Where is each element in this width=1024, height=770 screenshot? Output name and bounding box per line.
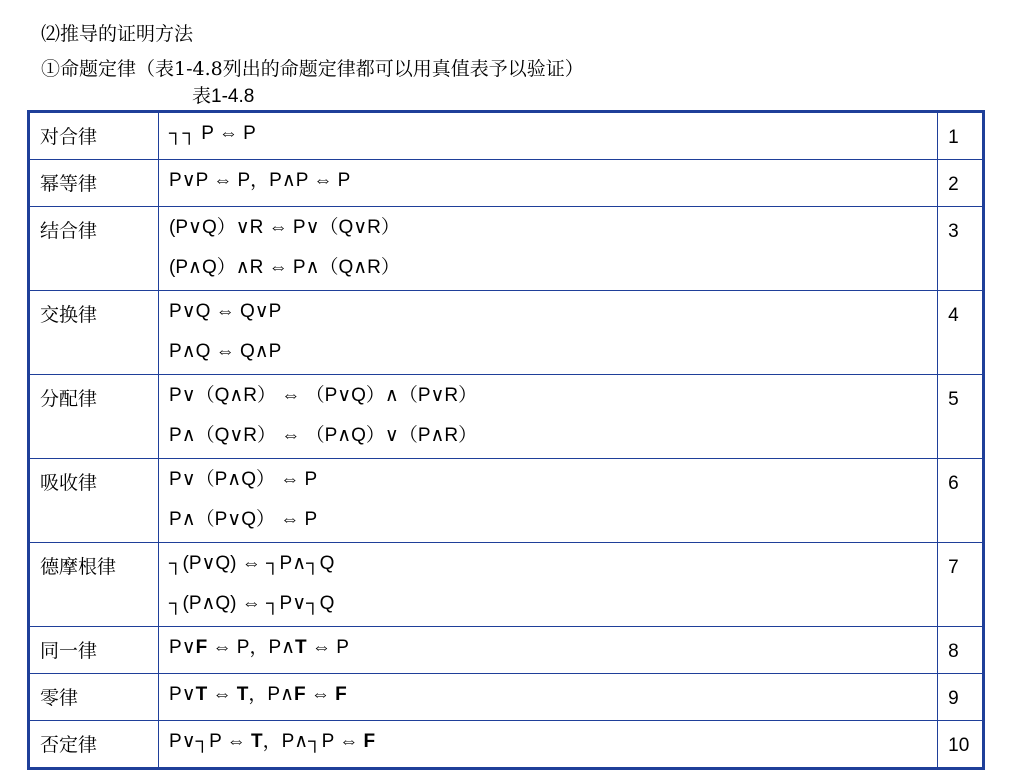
formula-line: (P∨Q）∨R ⇔ P∨（Q∨R）	[169, 217, 400, 238]
law-name-cell: 德摩根律	[29, 543, 159, 627]
formula-line: P∧Q ⇔ Q∧P	[169, 341, 282, 362]
subsection-heading: ①命题定律（表1-4.8列出的命题定律都可以用真值表予以验证）	[41, 58, 584, 80]
law-name-cell: 零律	[29, 674, 159, 721]
law-number-cell: 1	[938, 112, 984, 160]
law-formula-cell	[159, 459, 938, 543]
law-number-cell: 2	[938, 160, 984, 207]
law-number-cell: 6	[938, 459, 984, 543]
law-number-cell: 4	[938, 291, 984, 375]
formula-line: ┐(P∨Q) ⇔ ┐P∧┐Q	[169, 553, 335, 574]
table-row	[29, 160, 984, 207]
law-name-cell: 对合律	[29, 112, 159, 160]
formula-line: P∧（P∨Q） ⇔ P	[169, 509, 318, 530]
formula-line: P∨（Q∧R） ⇔ （P∨Q）∧（P∨R）	[169, 385, 478, 406]
law-number-cell: 5	[938, 375, 984, 459]
law-formula-cell	[159, 207, 938, 291]
law-name-cell: 交换律	[29, 291, 159, 375]
formula-line: P∨T ⇔ T，P∧F ⇔ F	[169, 684, 347, 705]
formula-line: ┐(P∧Q) ⇔ ┐P∨┐Q	[169, 593, 335, 614]
law-name-cell: 结合律	[29, 207, 159, 291]
table-row	[29, 459, 984, 543]
table-row	[29, 112, 984, 160]
law-formula-cell	[159, 112, 938, 160]
law-formula-cell	[159, 375, 938, 459]
law-formula-cell	[159, 291, 938, 375]
law-number-cell: 9	[938, 674, 984, 721]
laws-table	[27, 110, 985, 770]
law-formula-cell	[159, 721, 938, 769]
law-name-cell: 同一律	[29, 627, 159, 674]
law-name-cell: 吸收律	[29, 459, 159, 543]
formula-line: P∨┐P ⇔ T，P∧┐P ⇔ F	[169, 731, 376, 752]
laws-table-body	[29, 112, 984, 769]
law-number-cell: 8	[938, 627, 984, 674]
law-number-cell: 10	[938, 721, 984, 769]
table-caption: 表1-4.8	[192, 86, 255, 107]
law-name-cell: 幂等律	[29, 160, 159, 207]
formula-line: P∨P ⇔ P，P∧P ⇔ P	[169, 170, 351, 191]
table-row	[29, 721, 984, 769]
table-row	[29, 291, 984, 375]
formula-line: ┐┐ P ⇔ P	[169, 123, 256, 144]
table-row	[29, 375, 984, 459]
law-formula-cell	[159, 543, 938, 627]
formula-line: P∨F ⇔ P，P∧T ⇔ P	[169, 637, 349, 658]
formula-line: P∨（P∧Q） ⇔ P	[169, 469, 318, 490]
formula-line: P∧（Q∨R） ⇔ （P∧Q）∨（P∧R）	[169, 425, 478, 446]
law-name-cell: 分配律	[29, 375, 159, 459]
table-row	[29, 627, 984, 674]
section-heading: ⑵推导的证明方法	[41, 23, 194, 45]
table-row	[29, 207, 984, 291]
formula-line: (P∧Q）∧R ⇔ P∧（Q∧R）	[169, 257, 400, 278]
table-row	[29, 543, 984, 627]
law-number-cell: 3	[938, 207, 984, 291]
formula-line: P∨Q ⇔ Q∨P	[169, 301, 282, 322]
law-formula-cell	[159, 674, 938, 721]
law-formula-cell	[159, 160, 938, 207]
law-formula-cell	[159, 627, 938, 674]
law-number-cell: 7	[938, 543, 984, 627]
law-name-cell: 否定律	[29, 721, 159, 769]
table-row	[29, 674, 984, 721]
